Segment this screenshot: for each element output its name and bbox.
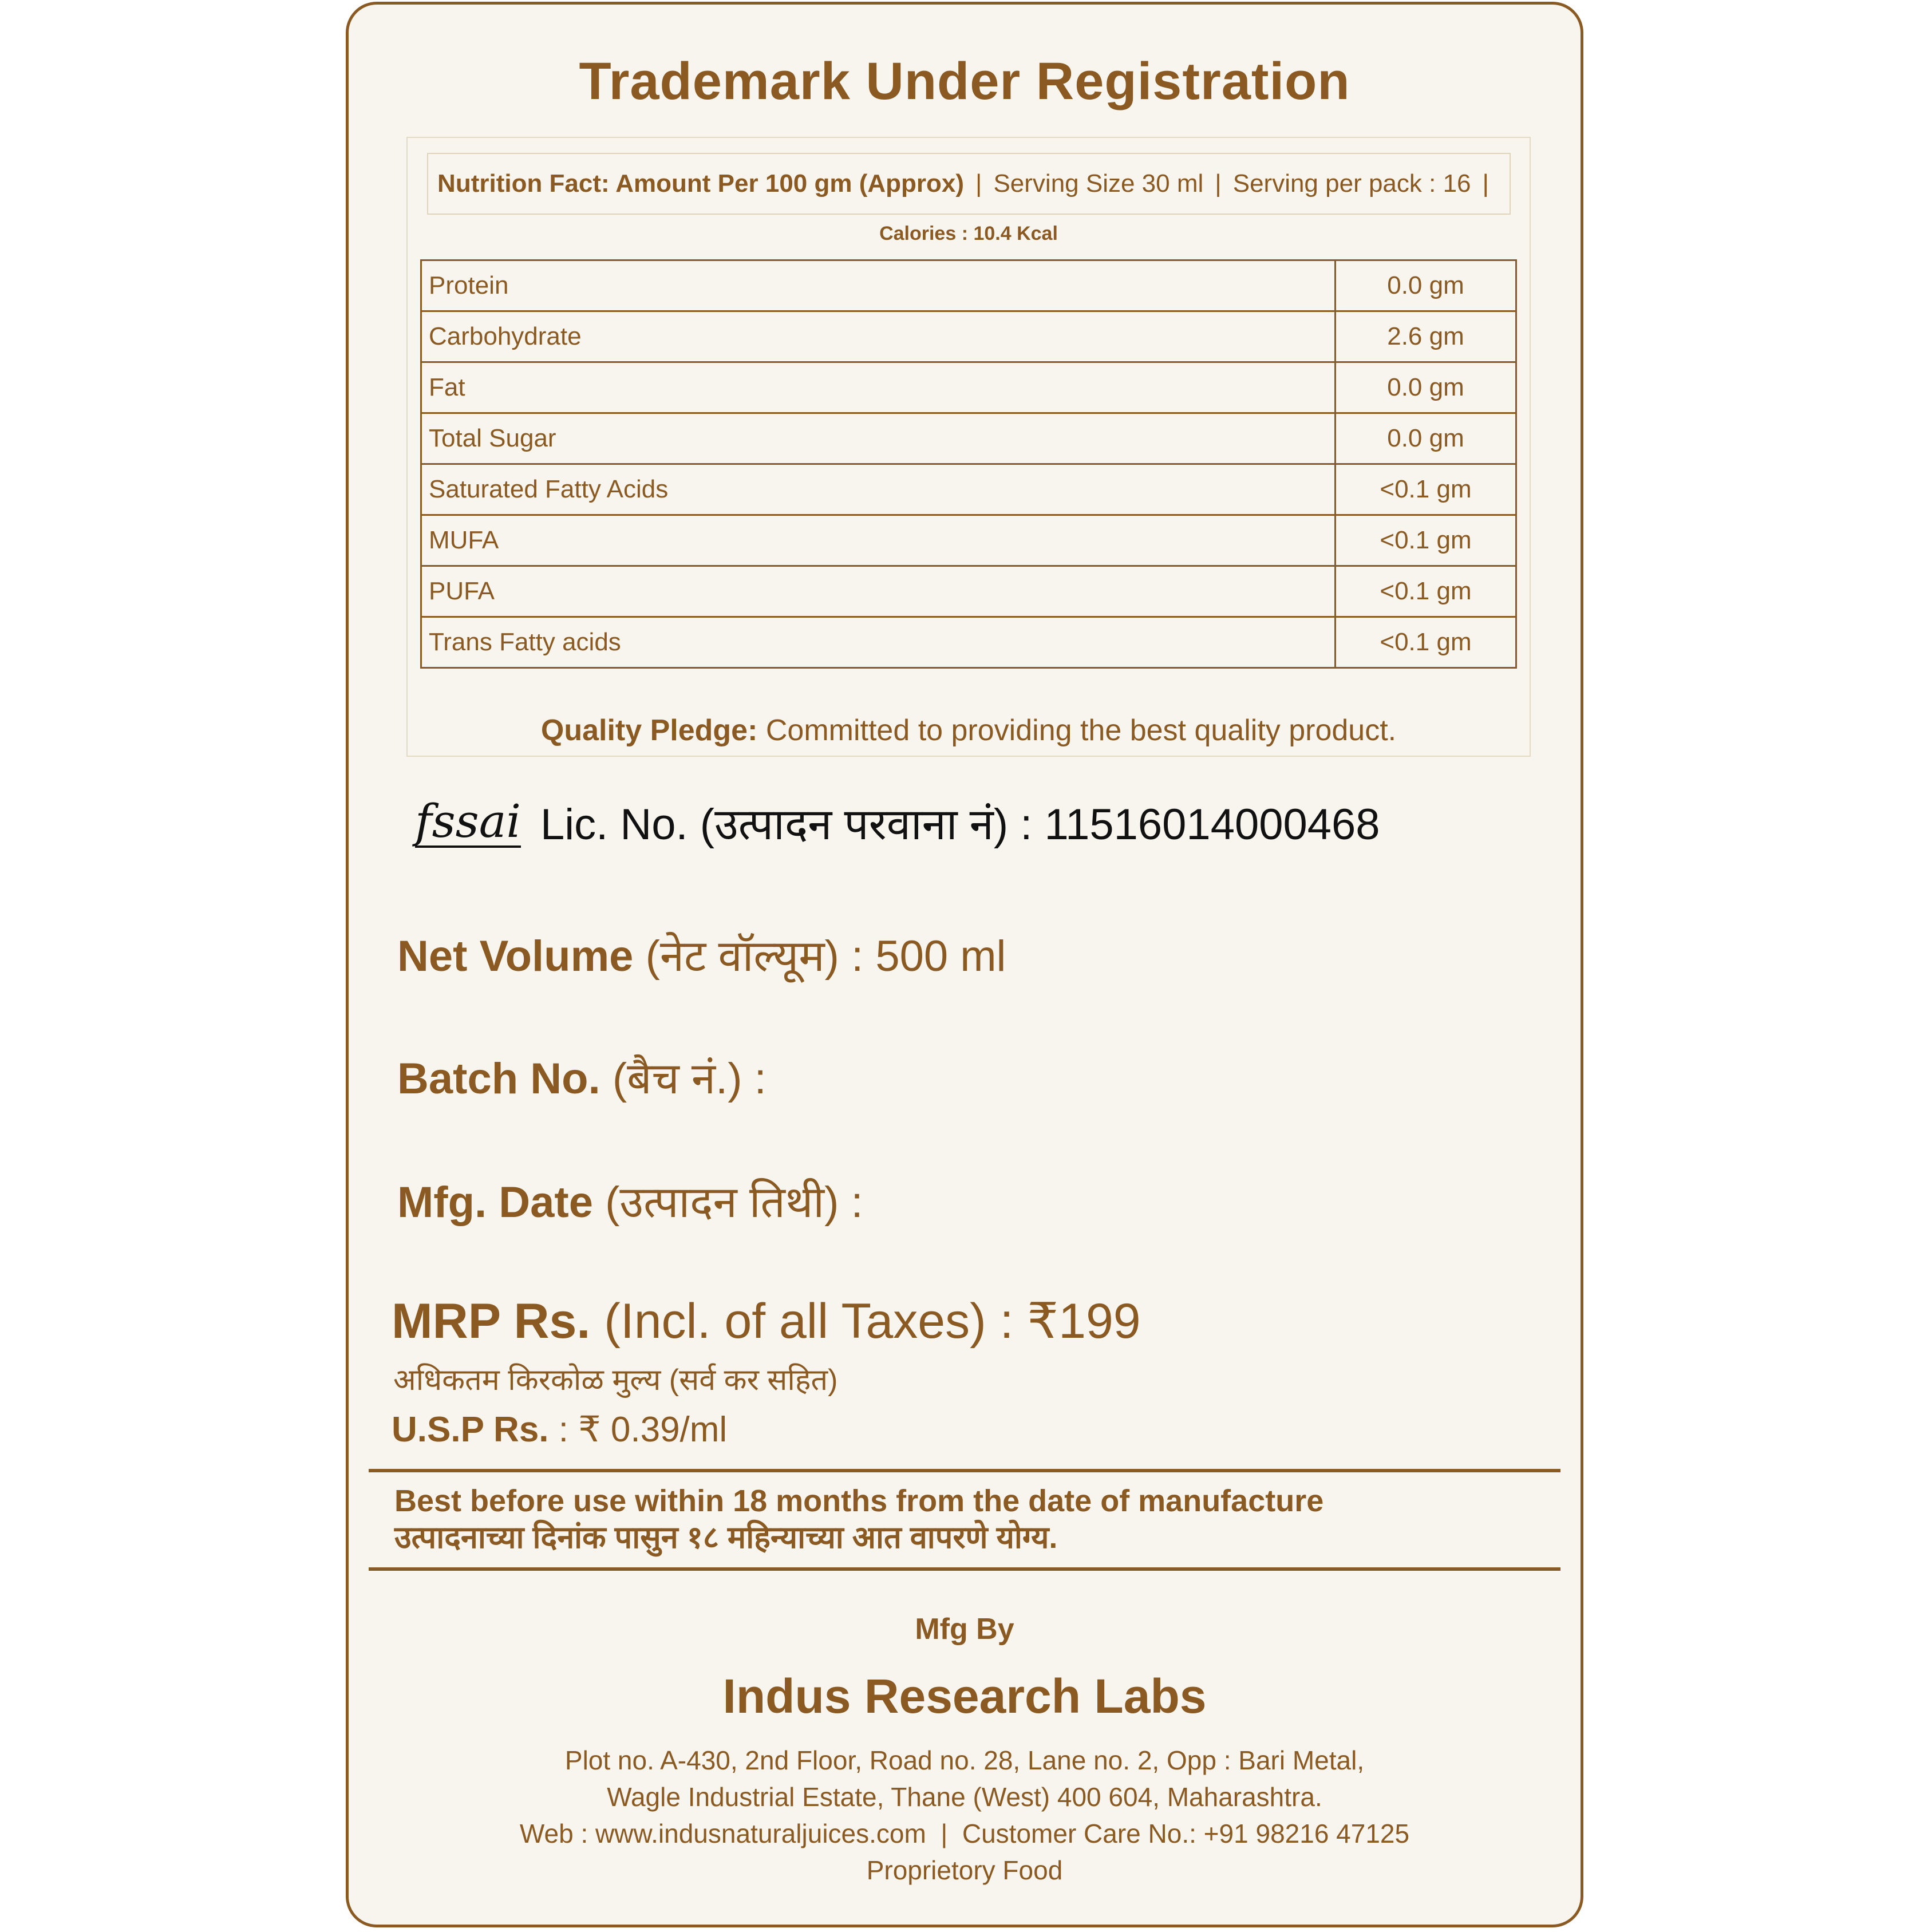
unit-sale-price <box>392 1408 727 1450</box>
trademark-title: Trademark Under Registration <box>579 52 1350 110</box>
nutrient-value: 2.6 gm <box>1336 311 1516 362</box>
company-name: Indus Research Labs <box>722 1669 1207 1723</box>
nutrient-value: 0.0 gm <box>1336 260 1516 311</box>
fssai-logo: fssai <box>415 794 521 848</box>
mfg-date <box>397 1171 863 1230</box>
food-type: Proprietory Food <box>866 1855 1063 1885</box>
net-volume <box>397 925 1006 984</box>
separator: | <box>975 169 982 197</box>
serving-size: Serving Size 30 ml <box>993 169 1204 197</box>
table-row <box>421 260 1516 311</box>
pledge-text: Committed to providing the best quality product. <box>765 714 1397 747</box>
mrp-label: MRP Rs. <box>392 1294 591 1349</box>
manufacturer-address <box>349 1742 1581 1888</box>
table-row <box>421 515 1516 566</box>
table-row <box>421 362 1516 413</box>
mfg-date-label: Mfg. Date <box>397 1178 593 1227</box>
separator: | <box>1215 169 1222 197</box>
table-row <box>421 464 1516 515</box>
usp-label: U.S.P Rs. <box>392 1410 549 1449</box>
net-volume-label: Net Volume <box>397 932 634 981</box>
nutrient-name: Total Sugar <box>421 413 1336 464</box>
table-row <box>421 311 1516 362</box>
batch-value: (बैच नं.) : <box>612 1054 767 1103</box>
quality-pledge <box>408 713 1530 748</box>
nutrient-name: Saturated Fatty Acids <box>421 464 1336 515</box>
table-row <box>421 413 1516 464</box>
nutrient-name: Protein <box>421 260 1336 311</box>
table-row <box>421 566 1516 617</box>
nutrition-facts-panel <box>406 137 1531 757</box>
calories: Calories : 10.4 Kcal <box>879 223 1058 244</box>
pledge-label: Quality Pledge: <box>540 714 758 747</box>
contact-line: Web : www.indusnaturaljuices.com | Customer Care No.: +91 98216 47125 <box>519 1819 1410 1848</box>
nutrient-name: MUFA <box>421 515 1336 566</box>
nutrient-value: <0.1 gm <box>1336 566 1516 617</box>
nutrition-header-label: Nutrition Fact: Amount Per 100 gm (Approx) <box>437 169 965 197</box>
address-line: Plot no. A-430, 2nd Floor, Road no. 28, Lane no. 2, Opp : Bari Metal, <box>564 1745 1365 1775</box>
divider-bottom <box>369 1567 1560 1571</box>
mrp-hindi-text: अधिकतम किरकोळ मुल्य (सर्व कर सहित) <box>393 1364 838 1397</box>
mrp-price <box>392 1293 1141 1350</box>
best-before-english: Best before use within 18 months from the date of manufacture <box>394 1484 1324 1518</box>
best-before-marathi: उत्पादनाच्या दिनांक पासुन १८ महिन्याच्या आत वापरणे योग्य. <box>394 1520 1058 1555</box>
usp-value: : ₹ 0.39/ml <box>558 1410 728 1449</box>
serving-per-pack: Serving per pack : 16 <box>1232 169 1471 197</box>
nutrient-value: <0.1 gm <box>1336 515 1516 566</box>
nutrient-name: Trans Fatty acids <box>421 617 1336 668</box>
nutrient-value: <0.1 gm <box>1336 464 1516 515</box>
nutrient-value: 0.0 gm <box>1336 362 1516 413</box>
nutrient-name: Carbohydrate <box>421 311 1336 362</box>
separator: | <box>1482 169 1489 197</box>
table-row <box>421 617 1516 668</box>
mrp-value: (Incl. of all Taxes) : ₹199 <box>604 1294 1141 1349</box>
nutrition-header <box>427 153 1511 215</box>
divider-top <box>369 1469 1560 1472</box>
nutrition-table <box>420 259 1517 669</box>
product-label-card <box>346 2 1583 1927</box>
address-line: Wagle Industrial Estate, Thane (West) 400 604, Maharashtra. <box>607 1782 1322 1812</box>
batch-label: Batch No. <box>397 1054 600 1103</box>
nutrient-value: 0.0 gm <box>1336 413 1516 464</box>
mfg-date-value: (उत्पादन तिथी) : <box>605 1178 863 1227</box>
batch-number <box>397 1048 767 1107</box>
nutrient-name: Fat <box>421 362 1336 413</box>
license-number: Lic. No. (उत्पादन परवाना नं) : 11516014000468 <box>540 800 1380 849</box>
best-before <box>394 1483 1323 1556</box>
net-volume-value: (नेट वॉल्यूम) : 500 ml <box>645 932 1006 981</box>
license-line <box>415 793 1380 852</box>
mfg-by-label: Mfg By <box>915 1613 1014 1646</box>
nutrient-value: <0.1 gm <box>1336 617 1516 668</box>
nutrient-name: PUFA <box>421 566 1336 617</box>
